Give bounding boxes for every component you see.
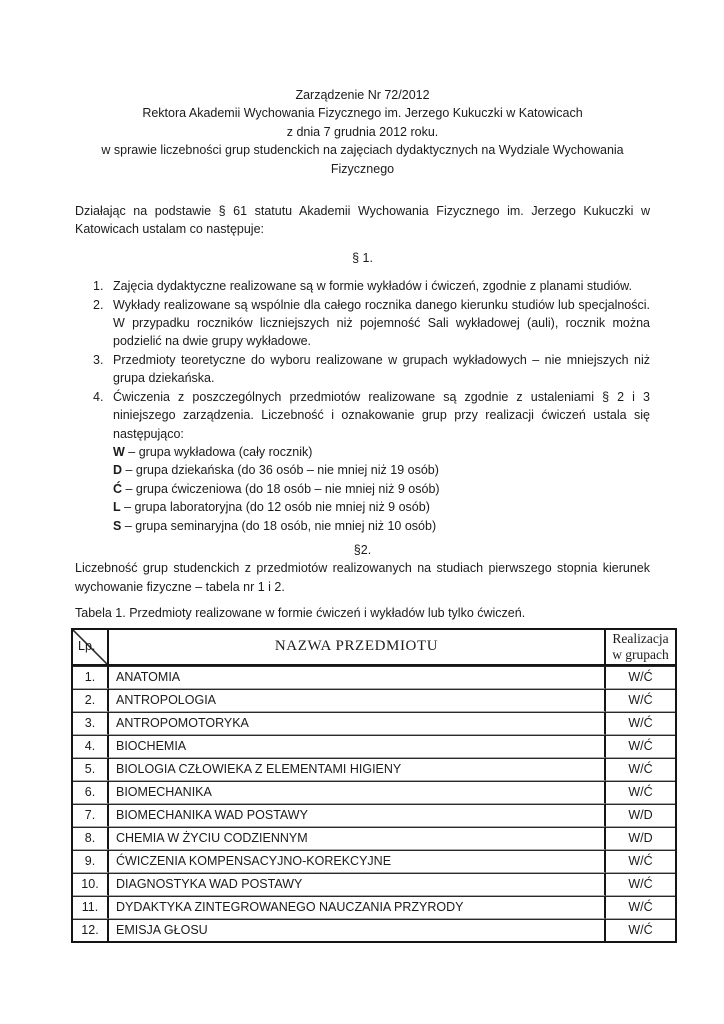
list-item-number: 1. bbox=[93, 279, 104, 294]
groups-cell: W/Ć bbox=[606, 919, 675, 941]
subject-name-cell: EMISJA GŁOSU bbox=[109, 919, 606, 941]
row-number-cell: 1. bbox=[73, 666, 109, 689]
group-letter: Ć bbox=[113, 481, 123, 496]
list-item bbox=[93, 277, 650, 295]
table-body bbox=[73, 666, 675, 941]
row-number-cell: 4. bbox=[73, 735, 109, 758]
title-line-subject: w sprawie liczebności grup studenckich na zajęciach dydaktycznych na Wydziale Wychowania Fizycznego bbox=[101, 143, 624, 176]
table-row bbox=[73, 919, 675, 941]
groups-cell: W/Ć bbox=[606, 873, 675, 896]
row-number-cell: 9. bbox=[73, 850, 109, 873]
intro-paragraph: Działając na podstawie § 61 statutu Akademii Wychowania Fizycznego im. Jerzego Kukuczki w Katowicach ustalam co następuje: bbox=[75, 204, 650, 237]
subject-name-cell: BIOCHEMIA bbox=[109, 735, 606, 758]
subject-name-cell: ANTROPOMOTORYKA bbox=[109, 712, 606, 735]
table-row bbox=[73, 666, 675, 689]
header-cell-subject-name: NAZWA PRZEDMIOTU bbox=[109, 630, 606, 666]
header-realization-line2: w grupach bbox=[612, 646, 669, 662]
row-number-cell: 5. bbox=[73, 758, 109, 781]
groups-cell: W/D bbox=[606, 804, 675, 827]
section-1-heading: § 1. bbox=[352, 250, 373, 265]
row-number-cell: 2. bbox=[73, 689, 109, 712]
title-line-date: z dnia 7 grudnia 2012 roku. bbox=[286, 124, 439, 139]
list-item-number: 4. bbox=[93, 389, 104, 404]
list-item-number: 3. bbox=[93, 352, 104, 367]
title-line-issuer: Rektora Akademii Wychowania Fizycznego im. Jerzego Kukuczki w Katowicach bbox=[142, 106, 583, 121]
header-lp-label: Lp. bbox=[78, 638, 96, 653]
groups-cell: W/Ć bbox=[606, 712, 675, 735]
table-row bbox=[73, 896, 675, 919]
row-number-cell: 7. bbox=[73, 804, 109, 827]
group-definition-L bbox=[113, 498, 650, 516]
subject-name-cell: BIOMECHANIKA WAD POSTAWY bbox=[109, 804, 606, 827]
group-definition-S bbox=[113, 517, 650, 535]
groups-cell: W/D bbox=[606, 827, 675, 850]
header-cell-lp bbox=[73, 630, 109, 666]
subject-name-cell: ANTROPOLOGIA bbox=[109, 689, 606, 712]
group-definitions bbox=[113, 443, 650, 535]
groups-cell: W/Ć bbox=[606, 735, 675, 758]
list-item bbox=[93, 351, 650, 388]
table-row bbox=[73, 804, 675, 827]
table-row bbox=[73, 758, 675, 781]
group-definition-D bbox=[113, 461, 650, 479]
table-row bbox=[73, 735, 675, 758]
list-item bbox=[93, 388, 650, 535]
list-item-text: Ćwiczenia z poszczególnych przedmiotów realizowane są zgodnie z ustaleniami § 2 i 3 niniejszego zarządzenia. Liczebność i oznakowanie grup przy realizacji ćwiczeń ustala się następująco: bbox=[113, 389, 650, 441]
row-number-cell: 8. bbox=[73, 827, 109, 850]
row-number-cell: 12. bbox=[73, 919, 109, 941]
list-item-number: 2. bbox=[93, 297, 104, 312]
table-1-caption: Tabela 1. Przedmioty realizowane w formie ćwiczeń i wykładów lub tylko ćwiczeń. bbox=[75, 606, 526, 621]
groups-cell: W/Ć bbox=[606, 896, 675, 919]
group-definition-text: – grupa seminaryjna (do 18 osób, nie mniej niż 10 osób) bbox=[121, 518, 437, 533]
subject-name-cell: ANATOMIA bbox=[109, 666, 606, 689]
row-number-cell: 10. bbox=[73, 873, 109, 896]
row-number-cell: 6. bbox=[73, 781, 109, 804]
header-realization-line1: Realizacja bbox=[612, 631, 669, 647]
group-letter: D bbox=[113, 463, 123, 478]
row-number-cell: 3. bbox=[73, 712, 109, 735]
groups-cell: W/Ć bbox=[606, 689, 675, 712]
subject-name-cell: DYDAKTYKA ZINTEGROWANEGO NAUCZANIA PRZYRODY bbox=[109, 896, 606, 919]
list-item-text: Przedmioty teoretyczne do wyboru realizowane w grupach wykładowych – nie mniejszych niż grupa dziekańska. bbox=[113, 352, 650, 386]
groups-cell: W/Ć bbox=[606, 850, 675, 873]
group-definition-text: – grupa wykładowa (cały rocznik) bbox=[124, 444, 313, 459]
group-definition-text: – grupa laboratoryjna (do 12 osób nie mniej niż 9 osób) bbox=[120, 500, 430, 515]
table-row bbox=[73, 873, 675, 896]
header-cell-realization bbox=[606, 630, 675, 666]
section-1-list bbox=[75, 277, 650, 535]
list-item-with-definitions bbox=[113, 388, 650, 535]
group-definition-text: – grupa ćwiczeniowa (do 18 osób – nie mniej niż 9 osób) bbox=[122, 481, 440, 496]
section-2-paragraph: Liczebność grup studenckich z przedmiotów realizowanych na studiach pierwszego stopnia kierunek wychowanie fizyczne – tabela nr 1 i 2. bbox=[75, 561, 650, 594]
subject-name-cell: DIAGNOSTYKA WAD POSTAWY bbox=[109, 873, 606, 896]
table-row bbox=[73, 827, 675, 850]
subject-name-cell: BIOMECHANIKA bbox=[109, 781, 606, 804]
table-row bbox=[73, 689, 675, 712]
list-item-text: Zajęcia dydaktyczne realizowane są w formie wykładów i ćwiczeń, zgodnie z planami studiów. bbox=[113, 279, 632, 294]
list-item bbox=[93, 296, 650, 351]
table-row bbox=[73, 781, 675, 804]
subjects-table bbox=[71, 628, 677, 943]
subject-name-cell: CHEMIA W ŻYCIU CODZIENNYM bbox=[109, 827, 606, 850]
document-title-block bbox=[75, 86, 650, 178]
group-definition-text: – grupa dziekańska (do 36 osób – nie mniej niż 19 osób) bbox=[122, 463, 439, 478]
subject-name-cell: ĆWICZENIA KOMPENSACYJNO-KOREKCYJNE bbox=[109, 850, 606, 873]
group-definition-W bbox=[113, 443, 650, 461]
table-header bbox=[73, 630, 675, 666]
row-number-cell: 11. bbox=[73, 896, 109, 919]
groups-cell: W/Ć bbox=[606, 666, 675, 689]
title-line-ordinance-number: Zarządzenie Nr 72/2012 bbox=[295, 88, 430, 102]
group-letter: L bbox=[113, 500, 121, 515]
table-row bbox=[73, 850, 675, 873]
table-row bbox=[73, 712, 675, 735]
group-letter: W bbox=[113, 444, 125, 459]
section-2-heading: §2. bbox=[353, 542, 372, 557]
group-letter: S bbox=[113, 518, 122, 533]
groups-cell: W/Ć bbox=[606, 781, 675, 804]
group-definition-C bbox=[113, 480, 650, 498]
list-item-text: Wykłady realizowane są wspólnie dla całego rocznika danego kierunku studiów lub specjalności. W przypadku roczników liczniejszych niż pojemność Sali wykładowej (auli), rocznik można podzielić na dwie grupy wykładowe. bbox=[113, 297, 650, 349]
groups-cell: W/Ć bbox=[606, 758, 675, 781]
subject-name-cell: BIOLOGIA CZŁOWIEKA Z ELEMENTAMI HIGIENY bbox=[109, 758, 606, 781]
